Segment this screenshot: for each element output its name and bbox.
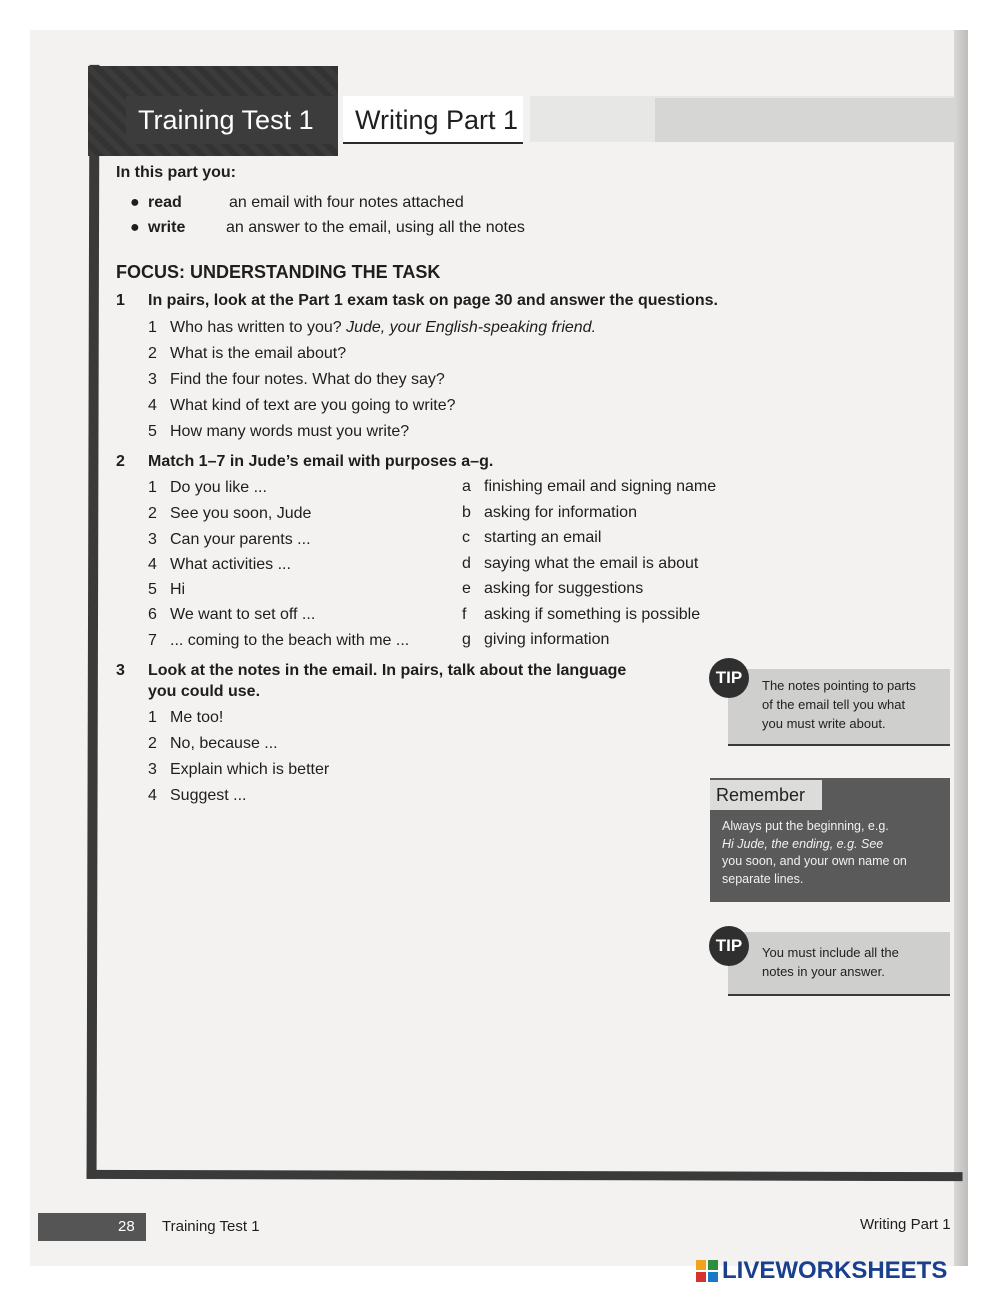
q1-item-text: What is the email about? — [170, 345, 347, 362]
q1-item-number: 4 — [148, 397, 157, 414]
liveworksheets-logo: LIVEWORKSHEETS — [722, 1257, 948, 1284]
q2-left-text: See you soon, Jude — [170, 505, 312, 522]
q2-left-text: We want to set off ... — [170, 606, 316, 623]
q2-right-letter: g — [462, 631, 471, 648]
q2-left-number: 2 — [148, 505, 157, 522]
q1-item-number: 5 — [148, 423, 157, 440]
q2-right-text: asking if something is possible — [484, 606, 701, 623]
remember-text: Always put the beginning, e.g. Hi Jude, the ending, e.g. See you soon, and your own name on separate lines. — [722, 819, 907, 886]
tip-text: You must include all the notes in your answer. — [762, 945, 899, 979]
bullet-dot: ● — [130, 194, 140, 211]
q1-item-number: 1 — [148, 319, 157, 336]
q3-item-number: 1 — [148, 709, 157, 726]
tip-text: The notes pointing to parts of the email tell you what you must write about. — [762, 678, 916, 731]
bullet-text-write: an answer to the email, using all the notes — [226, 219, 525, 236]
q2-right-text: saying what the email is about — [484, 555, 699, 572]
q2-left-number: 4 — [148, 556, 157, 573]
page-number: 28 — [118, 1218, 135, 1235]
q3-item-text: Suggest ... — [170, 787, 247, 804]
q2-left-number: 5 — [148, 581, 157, 598]
q2-left-text: ... coming to the beach with me ... — [170, 632, 410, 649]
q2-instruction: Match 1–7 in Jude’s email with purposes a–g. — [148, 453, 494, 470]
q2-left-text: Do you like ... — [170, 479, 267, 496]
q3-item-number: 2 — [148, 735, 157, 752]
q2-right-letter: d — [462, 555, 471, 572]
q2-right-letter: e — [462, 580, 471, 597]
q3-item-text: No, because ... — [170, 735, 278, 752]
q2-right-text: starting an email — [484, 529, 602, 546]
tip-badge: TIP — [709, 926, 749, 966]
q2-number: 2 — [116, 453, 125, 470]
q2-right-letter: b — [462, 504, 471, 521]
bullet-verb-write: write — [148, 219, 186, 236]
bullet-dot: ● — [130, 219, 140, 236]
q3-instruction-line2: you could use. — [148, 683, 261, 700]
q1-instruction: In pairs, look at the Part 1 exam task on page 30 and answer the questions. — [148, 292, 718, 309]
q1-item-text: Who has written to you? Jude, your English-speaking friend. — [170, 319, 597, 336]
q3-item-text: Explain which is better — [170, 761, 330, 778]
q1-item-answer: Jude, your English-speaking friend. — [346, 319, 597, 336]
q3-number: 3 — [116, 662, 125, 679]
q2-left-text: What activities ... — [170, 556, 291, 573]
remember-heading: Remember — [710, 780, 822, 810]
q3-item-text: Me too! — [170, 709, 224, 726]
q1-item-text: What kind of text are you going to write? — [170, 397, 456, 414]
q2-right-letter: f — [462, 606, 467, 623]
tab-writing-part: Writing Part 1 — [343, 96, 523, 144]
bullet-verb-read: read — [148, 194, 182, 211]
q2-right-text: giving information — [484, 631, 610, 648]
tab-training-test: Training Test 1 — [126, 96, 338, 144]
q2-right-text: finishing email and signing name — [484, 478, 717, 495]
q3-instruction-line1: Look at the notes in the email. In pairs, talk about the language — [148, 662, 627, 679]
q2-right-text: asking for suggestions — [484, 580, 644, 597]
q1-number: 1 — [116, 292, 125, 309]
footer-left-title: Training Test 1 — [162, 1218, 260, 1235]
q2-left-number: 3 — [148, 531, 157, 548]
intro-title: In this part you: — [116, 164, 236, 181]
q1-item-number: 3 — [148, 371, 157, 388]
liveworksheets-logo-icon — [696, 1260, 718, 1282]
q2-right-text: asking for information — [484, 504, 637, 521]
tip-badge: TIP — [709, 658, 749, 698]
q2-left-number: 7 — [148, 632, 157, 649]
focus-heading: FOCUS: UNDERSTANDING THE TASK — [116, 262, 441, 282]
q2-left-number: 6 — [148, 606, 157, 623]
q1-item-number: 2 — [148, 345, 157, 362]
q1-item-text: Find the four notes. What do they say? — [170, 371, 445, 388]
q3-item-number: 3 — [148, 761, 157, 778]
q2-left-text: Can your parents ... — [170, 531, 311, 548]
q1-item-text: How many words must you write? — [170, 423, 410, 440]
footer-right-title: Writing Part 1 — [860, 1216, 951, 1233]
q2-left-number: 1 — [148, 479, 157, 496]
bullet-text-read: an email with four notes attached — [229, 194, 464, 211]
q3-item-number: 4 — [148, 787, 157, 804]
q2-right-letter: a — [462, 478, 471, 495]
q2-left-text: Hi — [170, 581, 186, 598]
q2-right-letter: c — [462, 529, 470, 546]
